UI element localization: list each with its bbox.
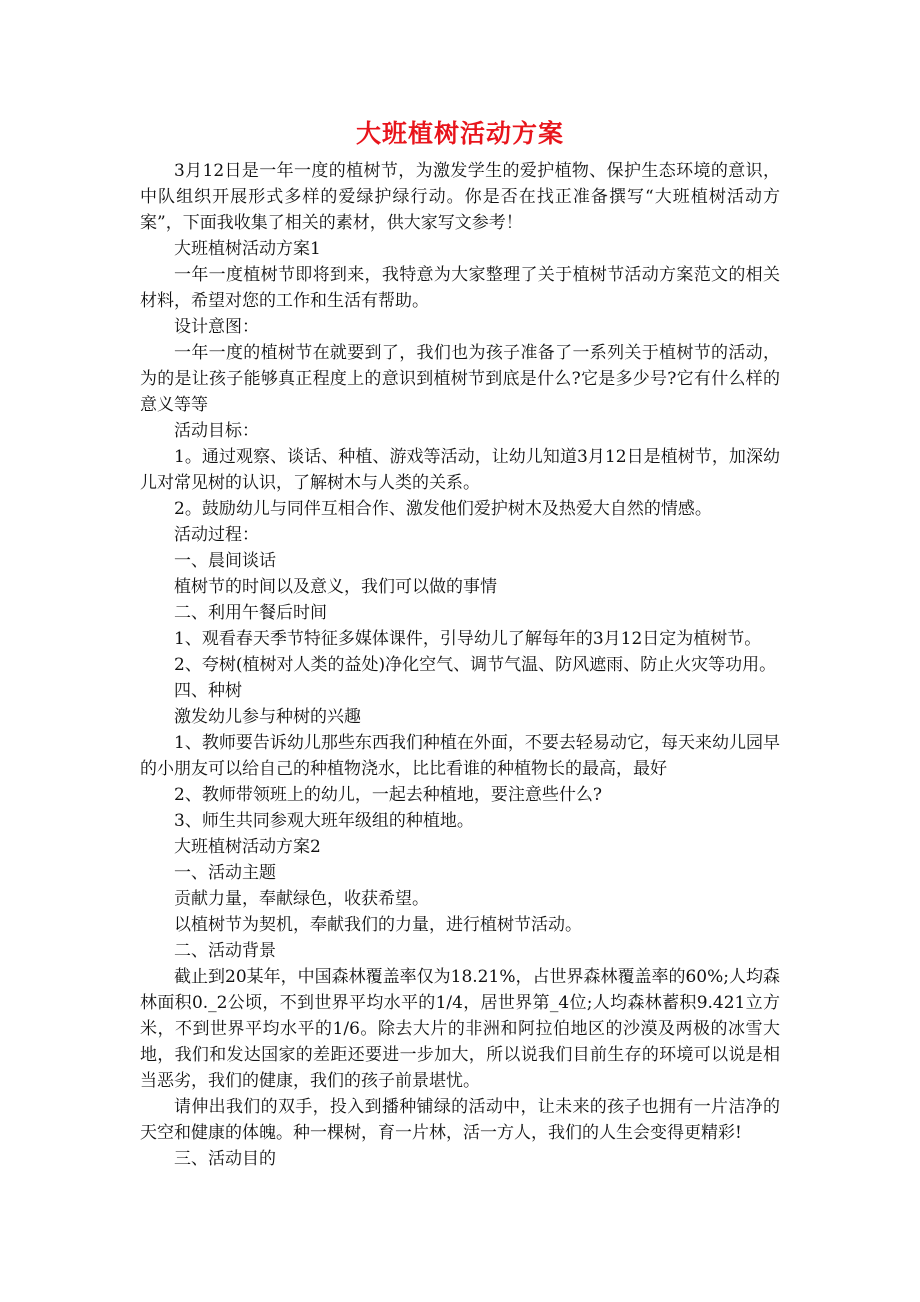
- document-body: [140, 158, 780, 1172]
- paragraph: 1、观看春天季节特征多媒体课件，引导幼儿了解每年的3月12日定为植树节。: [174, 629, 762, 649]
- subheading: 一、晨间谈话: [174, 551, 276, 571]
- paragraph: 一年一度的植树节在就要到了，我们也为孩子准备了一系列关于植树节的活动，为的是让孩子能够真正程度上的意识到植树节到底是什么?它是多少号?它有什么样的意义等等: [140, 343, 780, 415]
- section-heading: 大班植树活动方案1: [174, 239, 321, 259]
- paragraph: 3、师生共同参观大班年级组的种植地。: [174, 811, 474, 831]
- paragraph: 1。通过观察、谈话、种植、游戏等活动，让幼儿知道3月12日是植树节，加深幼儿对常见树的认识，了解树木与人类的关系。: [140, 447, 780, 493]
- paragraph: 2、教师带领班上的幼儿，一起去种植地，要注意些什么?: [174, 785, 602, 805]
- paragraph: 3月12日是一年一度的植树节，为激发学生的爱护植物、保护生态环境的意识，中队组织开展形式多样的爱绿护绿行动。你是否在找正准备撰写“大班植树活动方案”，下面我收集了相关的素材，供大家写文参考！: [140, 161, 780, 233]
- paragraph: 1、教师要告诉幼儿那些东西我们种植在外面，不要去轻易动它，每天来幼儿园早的小朋友可以给自己的种植物浇水，比比看谁的种植物长的最高，最好: [140, 733, 780, 779]
- paragraph: 植树节的时间以及意义，我们可以做的事情: [174, 577, 497, 597]
- paragraph: 2。鼓励幼儿与同伴互相合作、激发他们爱护树木及热爱大自然的情感。: [174, 499, 712, 519]
- subheading: 四、种树: [174, 681, 242, 701]
- subheading: 活动过程：: [174, 525, 259, 545]
- paragraph: 贡献力量，奉献绿色，收获希望。: [174, 889, 429, 909]
- paragraph: 激发幼儿参与种树的兴趣: [174, 707, 361, 727]
- paragraph: 一年一度植树节即将到来，我特意为大家整理了关于植树节活动方案范文的相关材料，希望对您的工作和生活有帮助。: [140, 265, 780, 311]
- paragraph: 以植树节为契机，奉献我们的力量，进行植树节活动。: [174, 915, 582, 935]
- subheading: 一、活动主题: [174, 863, 276, 883]
- section-heading: 大班植树活动方案2: [174, 837, 321, 857]
- subheading: 活动目标：: [174, 421, 259, 441]
- paragraph: 请伸出我们的双手，投入到播种铺绿的活动中，让未来的孩子也拥有一片洁净的天空和健康的体魄。种一棵树，育一片林，活一方人，我们的人生会变得更精彩!: [140, 1097, 780, 1143]
- subheading: 二、活动背景: [174, 941, 276, 961]
- subheading: 三、活动目的: [174, 1149, 276, 1169]
- document-title: 大班植树活动方案: [355, 119, 564, 148]
- subheading: 二、利用午餐后时间: [174, 603, 327, 623]
- paragraph: 2、夸树(植树对人类的益处)净化空气、调节气温、防风遮雨、防止火灾等功用。: [174, 655, 777, 675]
- paragraph: 截止到20某年，中国森林覆盖率仅为18.21%，占世界森林覆盖率的60%;人均森林面积0._2公顷，不到世界平均水平的1/4，居世界第_4位;人均森林蓄积9.421立方米，不到世界平均水平的1/6。除去大片的非洲和阿拉伯地区的沙漠及两极的冰雪大地，我们和发达国家的差距还要进一步加大，所以说我们目前生存的环境可以说是相当恶劣，我们的健康，我们的孩子前景堪忧。: [140, 967, 780, 1091]
- subheading: 设计意图：: [174, 317, 259, 337]
